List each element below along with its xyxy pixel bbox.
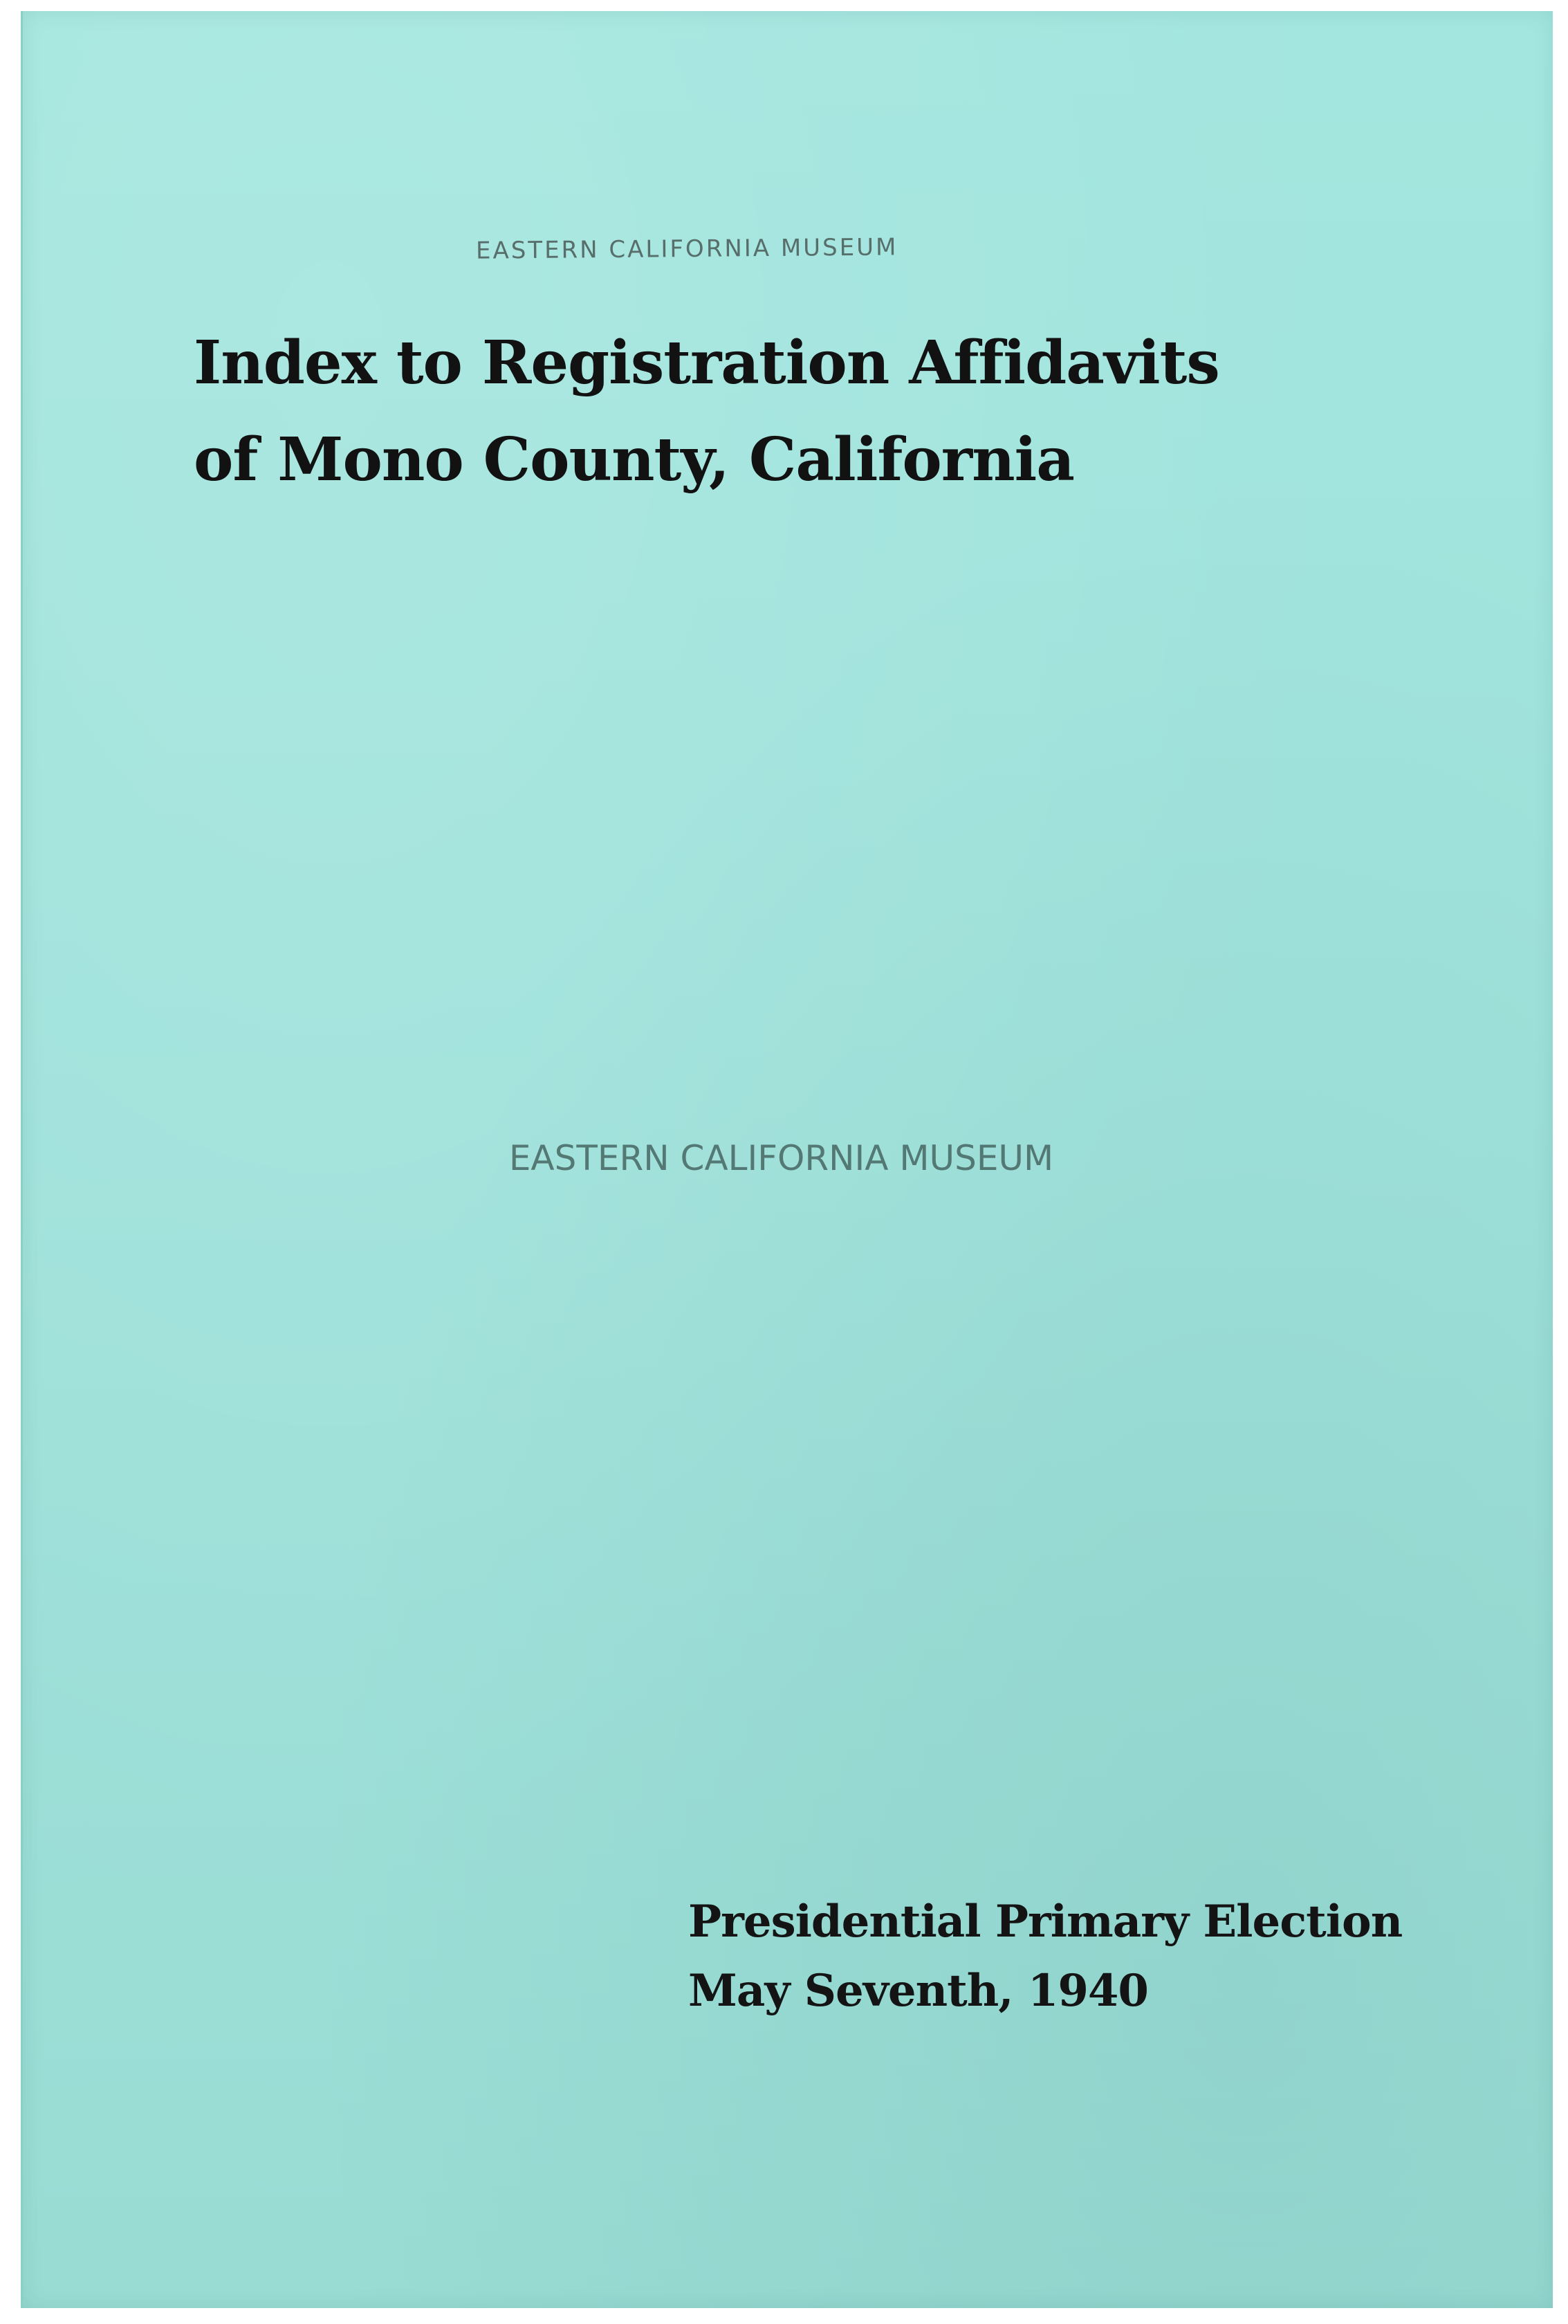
watermark-text [0,1138,1568,1178]
election-block [688,1887,1402,2026]
election-date: May Seventh, 1940 [688,1965,1148,2017]
document-title [194,315,1219,509]
election-name: Presidential Primary Election [688,1896,1403,1948]
title-line-2: of Mono County, California [194,425,1074,495]
museum-stamp: EASTERN CALIFORNIA MUSEUM [475,233,898,265]
title-line-1: Index to Registration Affidavits [194,328,1219,398]
watermark-label: EASTERN CALIFORNIA MUSEUM [508,1138,1054,1178]
